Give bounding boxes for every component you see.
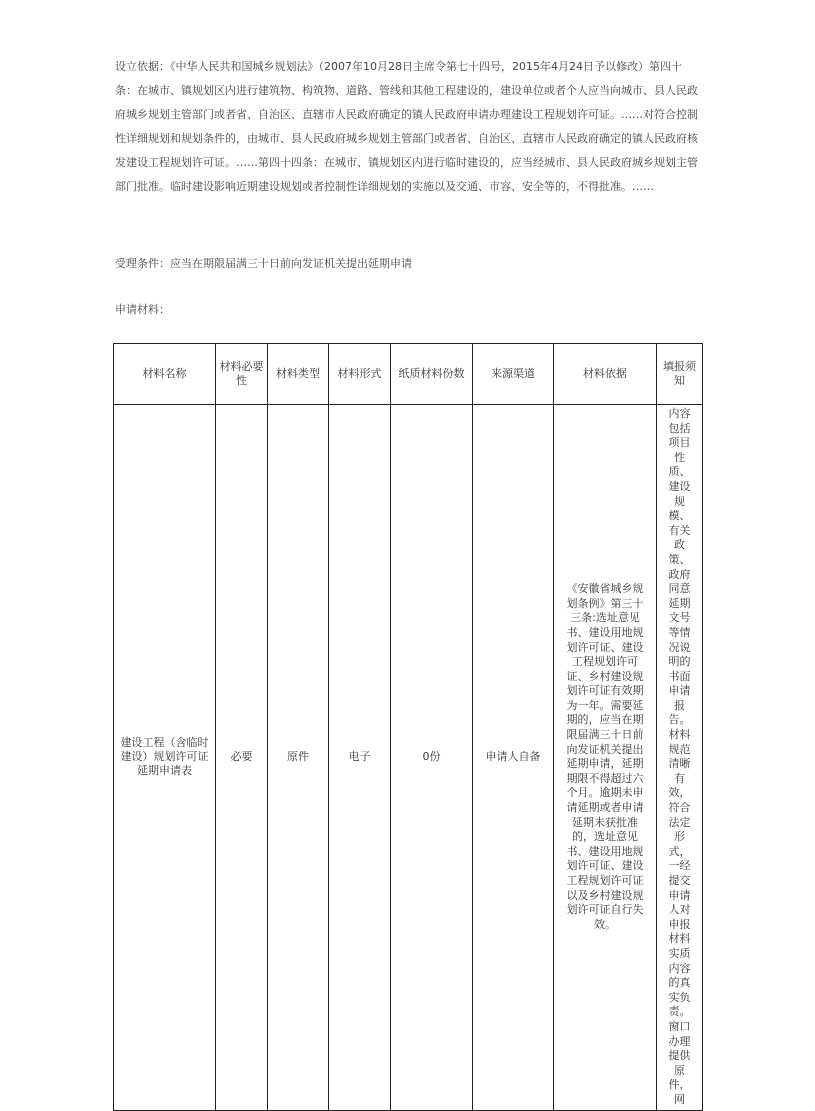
cell-notes: 内容包括项目性质、建设规模、有关政策、政府同意延期文号等情况说明的书面申请报告。材料规范清晰有效，符合法定形式，一经提交申请人对申报材料实质内容的真实负责。窗口办理提供原件，网 bbox=[657, 405, 703, 1111]
legal-basis-paragraph: 设立依据：《中华人民共和国城乡规划法》（2007年10月28日主席令第七十四号，2015年4月24日予以修改）第四十条：在城市、镇规划区内进行建筑物、构筑物、道路、管线和其他工程建设的，建设单位或者个人应当向城市、县人民政府城乡规划主管部门或者省、自治区、直辖市人民政府确定的镇人民政府申请办理建设工程规划许可证。……对符合控制性详细规划和规划条件的，由城市、县人民政府城乡规划主管部门或者省、自治区、直辖市人民政府确定的镇人民政府核发建设工程规划许可证。……第四十四条：在城市、镇规划区内进行临时建设的，应当经城市、县人民政府城乡规划主管部门批准。临时建设影响近期建设规划或者控制性详细规划的实施以及交通、市容、安全等的，不得批准。…… bbox=[115, 60, 698, 193]
header-basis: 材料依据 bbox=[554, 344, 657, 405]
cell-source: 申请人自备 bbox=[473, 405, 554, 1111]
header-notes: 填报须知 bbox=[657, 344, 703, 405]
header-material-name: 材料名称 bbox=[114, 344, 216, 405]
header-material-type: 材料类型 bbox=[268, 344, 329, 405]
cell-material-name: 建设工程（含临时建设）规划许可证延期申请表 bbox=[114, 405, 216, 1111]
cell-required: 必要 bbox=[216, 405, 268, 1111]
materials-table bbox=[113, 343, 703, 1111]
cell-basis: 《安徽省城乡规划条例》第三十三条:选址意见书、建设用地规划许可证、建设工程规划许可证、乡村建设规划许可证有效期为一年。需要延期的，应当在期限届满三十日前向发证机关提出延期申请，延期期限不得超过六个月。逾期未申请延期或者申请延期未获批准的，选址意见书、建设用地规划许可证、建设工程规划许可证以及乡村建设规划许可证自行失效。 bbox=[554, 405, 657, 1111]
table-header-row bbox=[114, 344, 703, 405]
acceptance-conditions: 受理条件：应当在期限届满三十日前向发证机关提出延期申请 bbox=[115, 257, 412, 270]
header-material-form: 材料形式 bbox=[329, 344, 391, 405]
cell-material-form: 电子 bbox=[329, 405, 391, 1111]
table-row bbox=[114, 405, 703, 1111]
materials-heading: 申请材料： bbox=[115, 303, 170, 316]
cell-paper-copies: 0份 bbox=[391, 405, 473, 1111]
cell-material-type: 原件 bbox=[268, 405, 329, 1111]
header-source: 来源渠道 bbox=[473, 344, 554, 405]
header-paper-copies: 纸质材料份数 bbox=[391, 344, 473, 405]
header-required: 材料必要性 bbox=[216, 344, 268, 405]
